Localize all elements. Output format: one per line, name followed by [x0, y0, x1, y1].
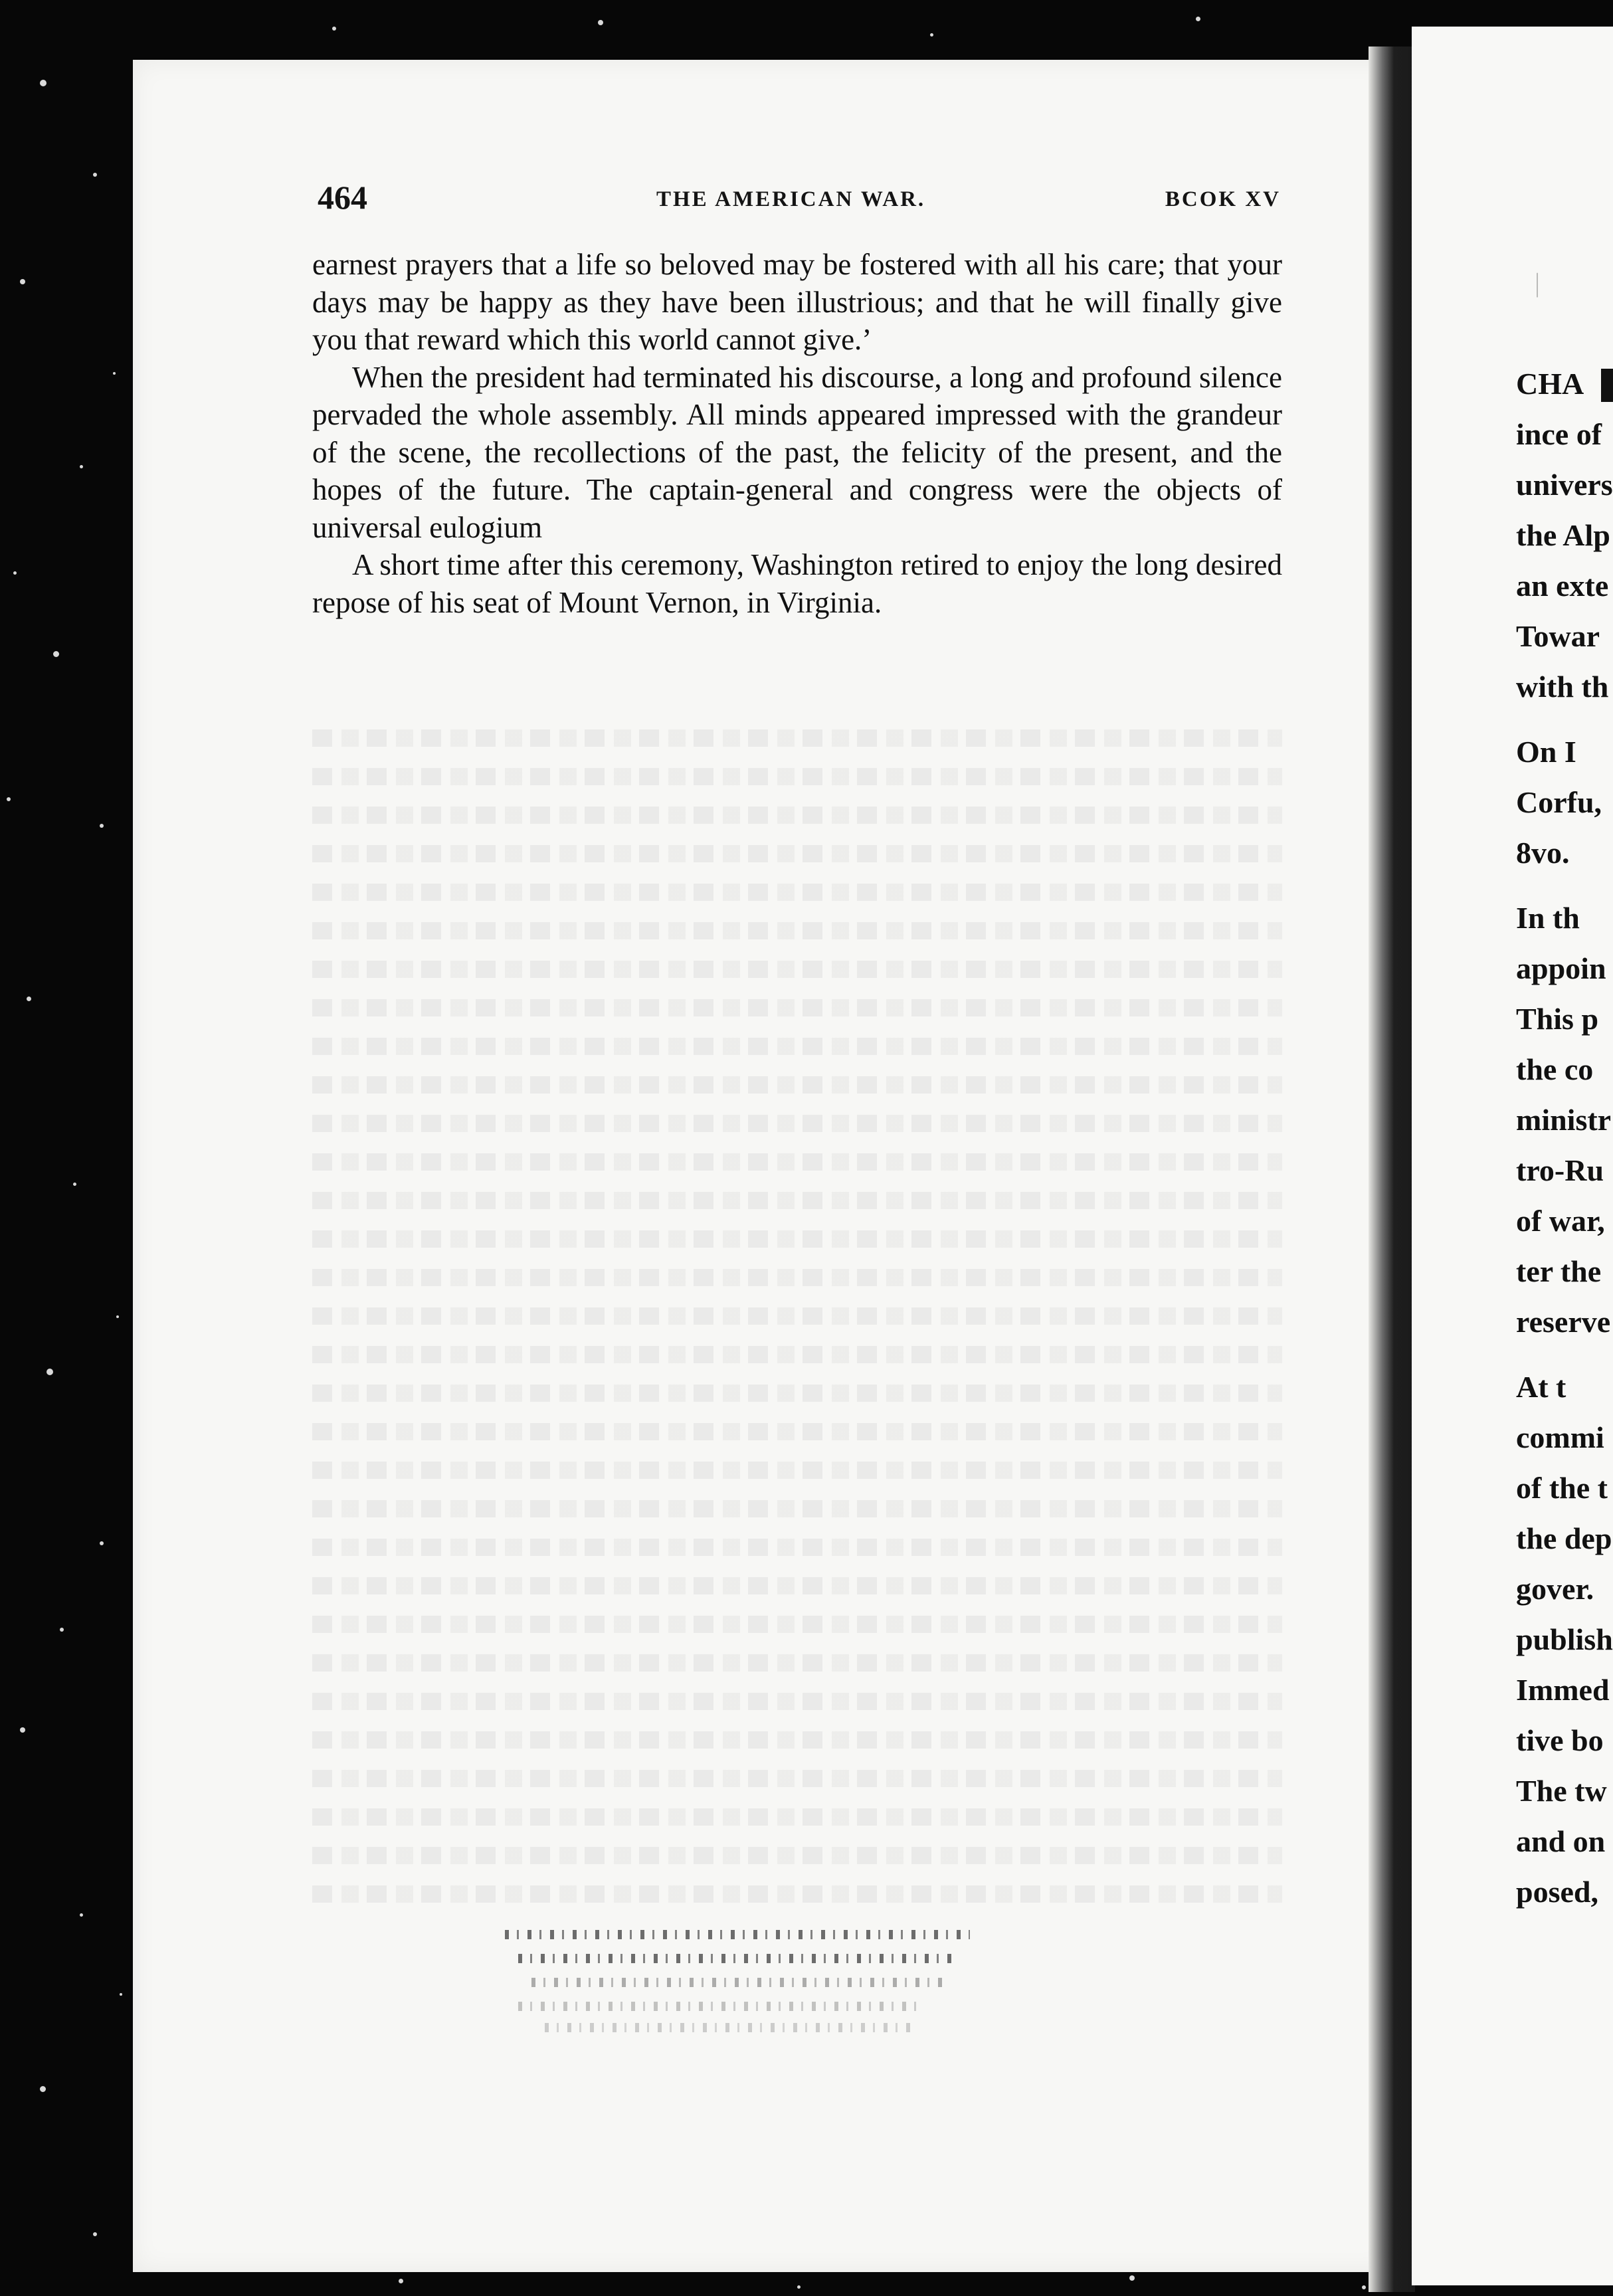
- show-through-line: [312, 1796, 1282, 1835]
- facing-page-line: Corfu,: [1516, 785, 1602, 819]
- paragraph-gap: [1516, 878, 1613, 893]
- show-through-line: [312, 1642, 1282, 1681]
- show-through-line: [312, 795, 1282, 833]
- scan-speckle: [797, 2285, 801, 2289]
- facing-page-line: tive bo: [1516, 1723, 1604, 1757]
- facing-page-line: The tw: [1516, 1774, 1607, 1808]
- show-through-line: [312, 1681, 1282, 1719]
- facing-page-line: and on: [1516, 1824, 1606, 1858]
- facing-page-line: posed,: [1516, 1875, 1598, 1909]
- facing-page-line: the Alp: [1516, 518, 1610, 552]
- show-through-line: [312, 718, 1282, 756]
- show-through-line: [312, 987, 1282, 1026]
- show-through-line: [312, 1758, 1282, 1796]
- facing-page-line: univers: [1516, 468, 1613, 502]
- scan-speckle: [93, 2232, 97, 2236]
- facing-page-line: of the t: [1516, 1471, 1608, 1505]
- running-book-label: BCOK XV: [1165, 187, 1281, 211]
- scan-speckle: [1129, 2275, 1135, 2281]
- facing-page-line: ter the: [1516, 1254, 1602, 1288]
- show-through-line: [312, 1565, 1282, 1604]
- facing-page-line: At t: [1516, 1370, 1566, 1404]
- show-through-text: [312, 718, 1282, 1912]
- scan-speckle: [100, 824, 104, 828]
- scan-speckle: [399, 2279, 403, 2283]
- show-through-line: [312, 833, 1282, 872]
- show-through-line: [312, 1334, 1282, 1373]
- scan-speckle: [332, 27, 336, 31]
- show-through-line: [312, 1604, 1282, 1642]
- show-through-line: [312, 1064, 1282, 1103]
- show-through-line: [312, 1103, 1282, 1141]
- facing-page-line: ince of: [1516, 417, 1602, 451]
- scan-speckle: [1196, 17, 1200, 21]
- facing-page-line: with th: [1516, 670, 1609, 704]
- facing-page-line: ministr: [1516, 1103, 1612, 1137]
- show-through-line: [312, 1141, 1282, 1180]
- paragraph-1: earnest prayers that a life so beloved may be fostered with all his care; that your days may be happy as they have been illustrious; and that he will finally give you that reward which this world cannot give.’: [312, 248, 1282, 356]
- scan-speckle: [80, 1913, 83, 1917]
- scan-speckle: [7, 797, 11, 801]
- scan-speckle: [20, 279, 25, 284]
- page-gutter: [1369, 47, 1415, 2292]
- facing-page-heading-mark: [1601, 369, 1613, 402]
- paragraph-3: A short time after this ceremony, Washington retired to enjoy the long desired repose of his seat of Mount Vernon, in Virginia.: [312, 548, 1282, 619]
- show-through-line: [312, 1026, 1282, 1064]
- facing-page-line: CHA: [1516, 367, 1584, 401]
- scan-speckle: [93, 173, 97, 177]
- printers-ornament: [505, 1930, 1010, 2036]
- body-text: [312, 246, 1282, 621]
- scan-speckle: [598, 20, 603, 25]
- scan-speckle: [40, 80, 47, 86]
- show-through-line: [312, 1257, 1282, 1295]
- scan-speckle: [27, 997, 31, 1001]
- scan-speckle: [13, 571, 17, 575]
- paragraph-gap: [1516, 712, 1613, 727]
- scan-speckle: [113, 372, 116, 375]
- scan-speckle: [100, 1541, 104, 1545]
- facing-page-line: publish: [1516, 1622, 1613, 1656]
- facing-page-line: of war,: [1516, 1204, 1605, 1238]
- show-through-line: [312, 1411, 1282, 1450]
- scan-speckle: [53, 651, 59, 657]
- scan-speckle: [20, 1727, 25, 1733]
- show-through-line: [312, 756, 1282, 795]
- facing-page-line: the dep: [1516, 1521, 1612, 1555]
- scan-speckle: [1362, 2285, 1366, 2289]
- running-head: [318, 178, 1281, 225]
- scan-speckle: [47, 1369, 53, 1375]
- facing-page-line: an exte: [1516, 569, 1609, 603]
- facing-page-line: reserve: [1516, 1305, 1611, 1339]
- facing-page-line: Immed: [1516, 1673, 1610, 1707]
- facing-page-line: gover.: [1516, 1572, 1594, 1606]
- show-through-line: [312, 1835, 1282, 1873]
- show-through-line: [312, 949, 1282, 987]
- running-title: THE AMERICAN WAR.: [656, 187, 926, 211]
- show-through-line: [312, 1295, 1282, 1334]
- facing-page-faint-marks: |: [1535, 268, 1541, 298]
- show-through-line: [312, 1873, 1282, 1912]
- show-through-line: [312, 1488, 1282, 1527]
- scan-speckle: [40, 2086, 46, 2092]
- facing-page-line: appoin: [1516, 951, 1606, 985]
- scan-speckle: [73, 1183, 76, 1186]
- paragraph-2: When the president had terminated his discourse, a long and profound silence pervaded the whole assembly. All minds appeared impressed with the grandeur of the scene, the recollections of the past, the felicity of the present, and the hopes of the future. The captain-general and congress were the objects of universal eulogium: [312, 360, 1282, 544]
- scan-speckle: [120, 1993, 122, 1996]
- facing-page-line: In th: [1516, 901, 1580, 935]
- scan-speckle: [80, 465, 83, 468]
- facing-page-line: commi: [1516, 1420, 1604, 1454]
- facing-page-line: 8vo.: [1516, 836, 1570, 870]
- show-through-line: [312, 1218, 1282, 1257]
- scan-speckle: [60, 1628, 64, 1632]
- show-through-line: [312, 1373, 1282, 1411]
- show-through-line: [312, 910, 1282, 949]
- facing-page-line: On I: [1516, 735, 1576, 769]
- facing-page-line: tro-Ru: [1516, 1153, 1604, 1187]
- show-through-line: [312, 1527, 1282, 1565]
- facing-page-line: This p: [1516, 1002, 1599, 1036]
- show-through-line: [312, 872, 1282, 910]
- show-through-line: [312, 1719, 1282, 1758]
- scan-speckle: [116, 1315, 119, 1318]
- paragraph-gap: [1516, 1347, 1613, 1362]
- show-through-line: [312, 1450, 1282, 1488]
- facing-page-line: the co: [1516, 1052, 1594, 1086]
- page-number: 464: [318, 179, 367, 216]
- scan-speckle: [930, 33, 933, 37]
- facing-page-text: [1516, 359, 1613, 1917]
- facing-page-line: Towar: [1516, 619, 1600, 653]
- show-through-line: [312, 1180, 1282, 1218]
